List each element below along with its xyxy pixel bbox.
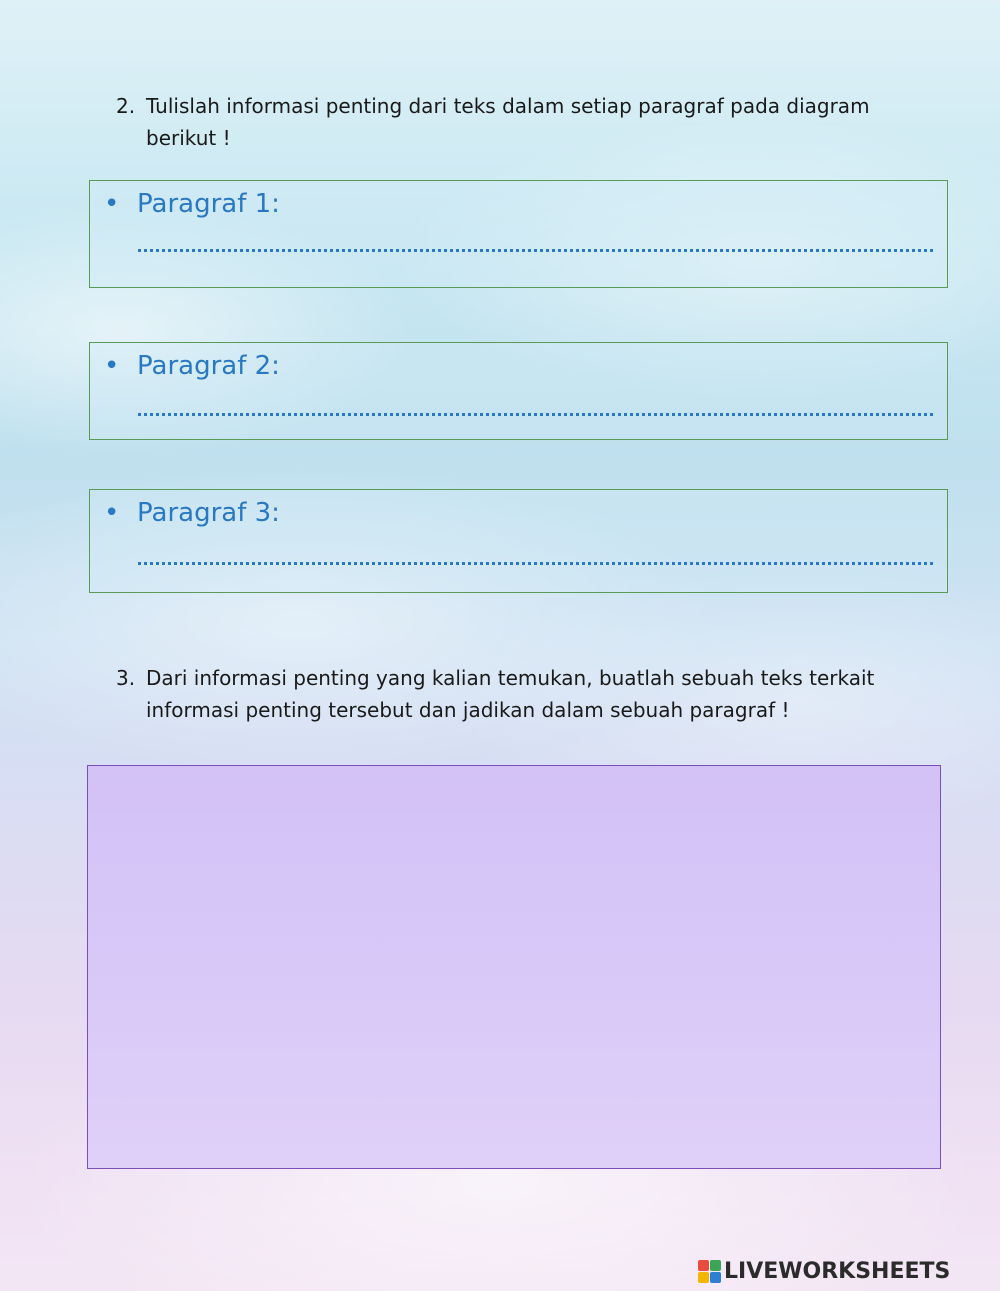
paragraph-2-answer-line[interactable] — [138, 413, 933, 416]
paragraph-2-label: Paragraf 2: — [137, 351, 280, 381]
paragraph-1-label: Paragraf 1: — [137, 189, 280, 219]
paragraph-3-box[interactable] — [89, 489, 948, 593]
question-2-number: 2. — [116, 94, 136, 118]
liveworksheets-logo-icon — [698, 1260, 721, 1283]
logo-square-red — [698, 1260, 709, 1271]
logo-square-yellow — [698, 1272, 709, 1283]
paragraph-3-label: Paragraf 3: — [137, 498, 280, 528]
liveworksheets-logo — [698, 1256, 950, 1286]
logo-square-blue — [710, 1272, 721, 1283]
question-2 — [116, 90, 876, 154]
paragraph-2-box[interactable] — [89, 342, 948, 440]
bullet-icon: • — [104, 498, 120, 528]
paragraph-1-box[interactable] — [89, 180, 948, 288]
liveworksheets-brand-text: LIVEWORKSHEETS — [724, 1258, 951, 1284]
paragraph-answer-area[interactable] — [87, 765, 941, 1169]
question-3-text: Dari informasi penting yang kalian temukan, buatlah sebuah teks terkait informasi penting tersebut dan jadikan dalam sebuah paragraf ! — [146, 666, 875, 722]
question-3 — [116, 662, 936, 726]
bullet-icon: • — [104, 351, 120, 381]
paragraph-3-answer-line[interactable] — [138, 562, 933, 565]
bullet-icon: • — [104, 189, 120, 219]
question-3-number: 3. — [116, 666, 136, 690]
paragraph-1-answer-line[interactable] — [138, 249, 933, 252]
logo-square-green — [710, 1260, 721, 1271]
question-2-text: Tulislah informasi penting dari teks dalam setiap paragraf pada diagram berikut ! — [146, 94, 870, 150]
